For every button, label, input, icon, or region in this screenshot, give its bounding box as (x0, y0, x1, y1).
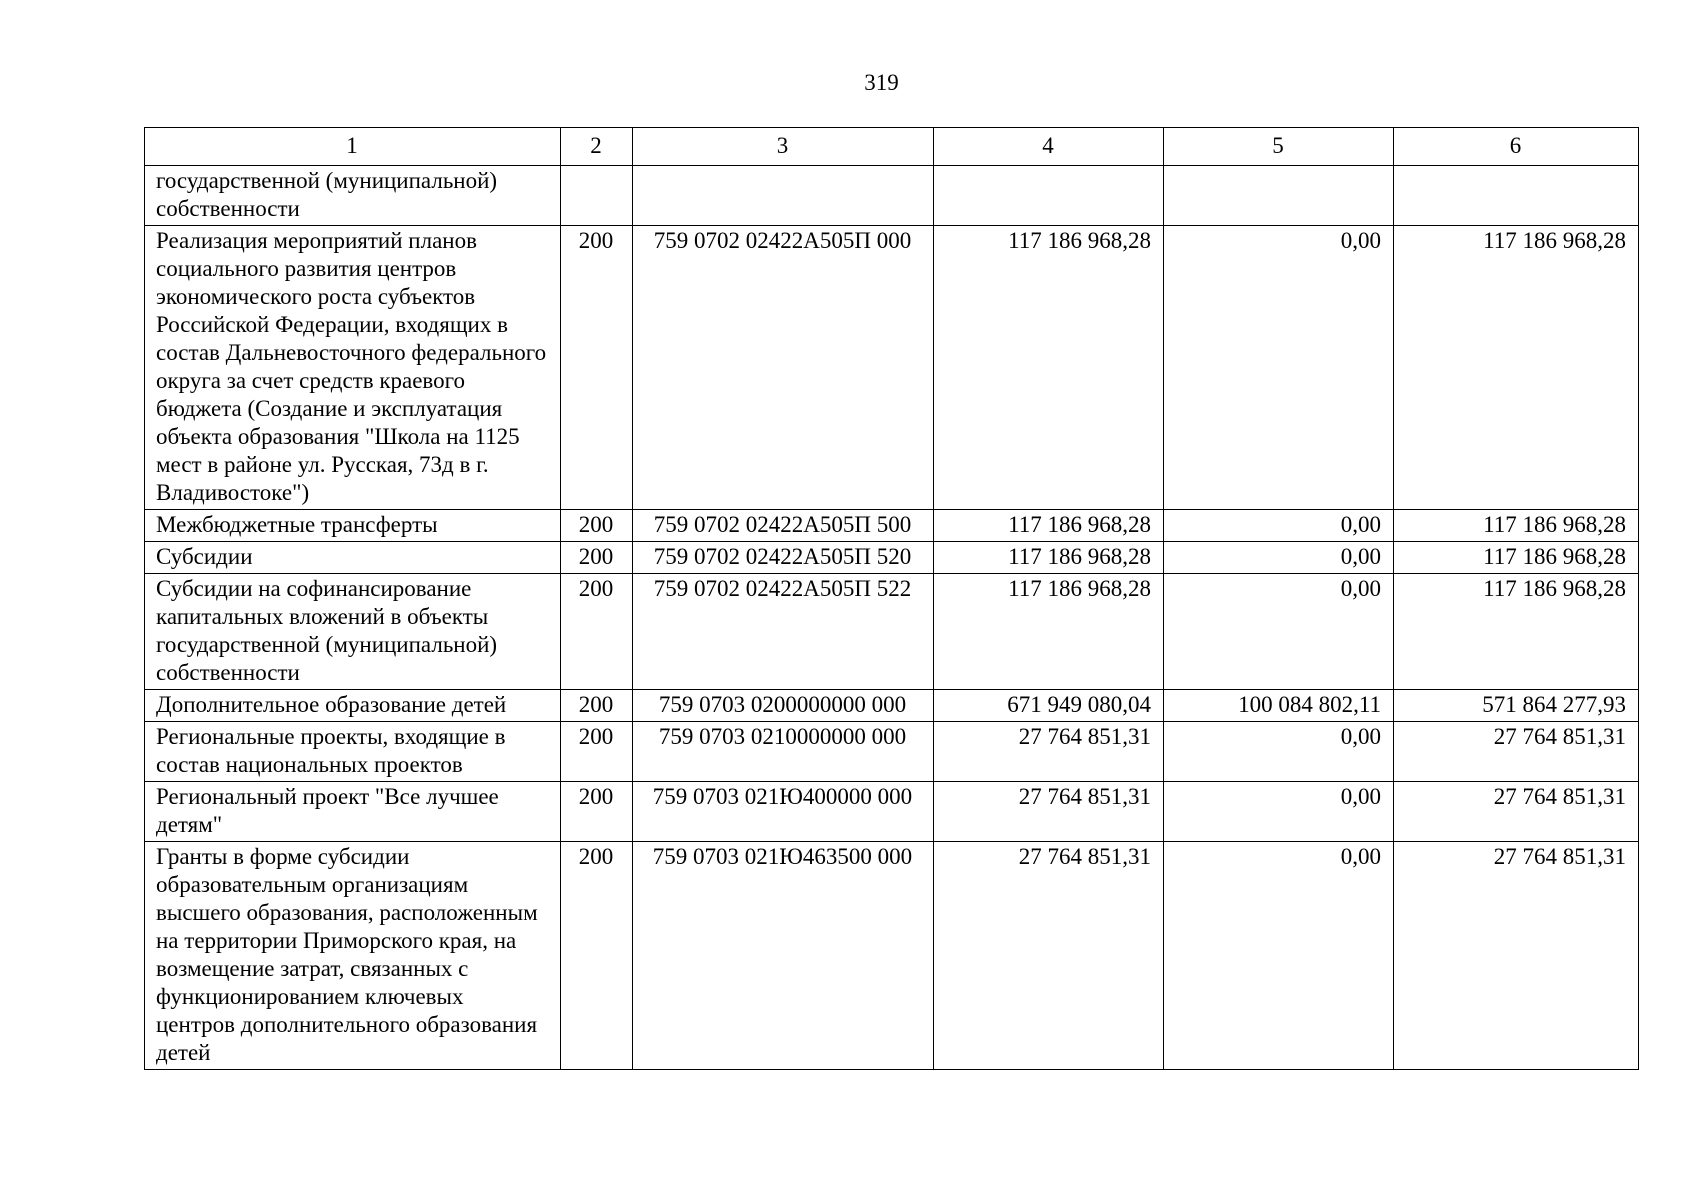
row-kbk-cell: 759 0702 02422А505П 520 (633, 542, 934, 574)
row-amount-6-cell: 27 764 851,31 (1394, 842, 1639, 1070)
row-amount-4-cell: 117 186 968,28 (934, 226, 1164, 510)
header-row (145, 128, 1639, 166)
row-amount-5-cell: 0,00 (1164, 574, 1394, 690)
row-amount-5-cell: 0,00 (1164, 510, 1394, 542)
row-amount-5-cell: 0,00 (1164, 226, 1394, 510)
column-header-6: 6 (1394, 128, 1639, 166)
row-code-cell: 200 (561, 842, 633, 1070)
row-name-cell: Межбюджетные трансферты (145, 510, 561, 542)
row-amount-5-cell: 0,00 (1164, 722, 1394, 782)
row-amount-5-cell: 0,00 (1164, 842, 1394, 1070)
row-amount-4-cell: 27 764 851,31 (934, 842, 1164, 1070)
row-amount-4-cell: 117 186 968,28 (934, 542, 1164, 574)
row-kbk-cell: 759 0703 0210000000 000 (633, 722, 934, 782)
table-row (145, 722, 1639, 782)
row-amount-6-cell: 27 764 851,31 (1394, 782, 1639, 842)
row-kbk-cell: 759 0702 02422А505П 500 (633, 510, 934, 542)
row-name-cell: Региональные проекты, входящие в состав национальных проектов (145, 722, 561, 782)
row-amount-4-cell: 671 949 080,04 (934, 690, 1164, 722)
row-kbk-cell (633, 166, 934, 226)
row-amount-4-cell: 27 764 851,31 (934, 782, 1164, 842)
row-name-cell: Субсидии (145, 542, 561, 574)
table-row (145, 510, 1639, 542)
column-header-3: 3 (633, 128, 934, 166)
row-amount-5-cell (1164, 166, 1394, 226)
row-name-cell: государственной (муниципальной) собственности (145, 166, 561, 226)
row-name-cell: Гранты в форме субсидии образовательным организациям высшего образования, расположенным на территории Приморского края, на возмещение затрат, связанных с функционированием ключевых центров дополнительного образования детей (145, 842, 561, 1070)
row-amount-4-cell: 27 764 851,31 (934, 722, 1164, 782)
row-amount-4-cell (934, 166, 1164, 226)
column-header-5: 5 (1164, 128, 1394, 166)
row-amount-6-cell: 117 186 968,28 (1394, 510, 1639, 542)
table-row (145, 226, 1639, 510)
page-number: 319 (864, 70, 899, 95)
table-row (145, 542, 1639, 574)
row-code-cell: 200 (561, 542, 633, 574)
row-amount-5-cell: 0,00 (1164, 782, 1394, 842)
row-code-cell: 200 (561, 722, 633, 782)
row-amount-6-cell: 117 186 968,28 (1394, 226, 1639, 510)
row-amount-4-cell: 117 186 968,28 (934, 574, 1164, 690)
column-header-4: 4 (934, 128, 1164, 166)
row-amount-6-cell: 571 864 277,93 (1394, 690, 1639, 722)
column-header-1: 1 (145, 128, 561, 166)
table-row (145, 782, 1639, 842)
row-name-cell: Субсидии на софинансирование капитальных вложений в объекты государственной (муниципальной) собственности (145, 574, 561, 690)
row-kbk-cell: 759 0702 02422А505П 522 (633, 574, 934, 690)
row-kbk-cell: 759 0703 021Ю463500 000 (633, 842, 934, 1070)
table-row (145, 690, 1639, 722)
row-code-cell: 200 (561, 574, 633, 690)
column-header-2: 2 (561, 128, 633, 166)
row-kbk-cell: 759 0702 02422А505П 000 (633, 226, 934, 510)
row-code-cell: 200 (561, 510, 633, 542)
row-amount-6-cell: 117 186 968,28 (1394, 542, 1639, 574)
row-amount-6-cell: 27 764 851,31 (1394, 722, 1639, 782)
row-name-cell: Дополнительное образование детей (145, 690, 561, 722)
row-amount-6-cell: 117 186 968,28 (1394, 574, 1639, 690)
table-row (145, 842, 1639, 1070)
row-kbk-cell: 759 0703 021Ю400000 000 (633, 782, 934, 842)
row-kbk-cell: 759 0703 0200000000 000 (633, 690, 934, 722)
row-name-cell: Реализация мероприятий планов социального развития центров экономического роста субъектов Российской Федерации, входящих в состав Дальневосточного федерального округа за счет средств краевого бюджета (Создание и эксплуатация объекта образования "Школа на 1125 мест в районе ул. Русская, 73д в г. Владивостоке") (145, 226, 561, 510)
row-amount-5-cell: 100 084 802,11 (1164, 690, 1394, 722)
row-code-cell (561, 166, 633, 226)
row-amount-6-cell (1394, 166, 1639, 226)
row-amount-4-cell: 117 186 968,28 (934, 510, 1164, 542)
budget-table (144, 127, 1639, 1070)
row-code-cell: 200 (561, 226, 633, 510)
table-row (145, 574, 1639, 690)
row-code-cell: 200 (561, 782, 633, 842)
row-amount-5-cell: 0,00 (1164, 542, 1394, 574)
row-name-cell: Региональный проект "Все лучшее детям" (145, 782, 561, 842)
table-row (145, 166, 1639, 226)
row-code-cell: 200 (561, 690, 633, 722)
